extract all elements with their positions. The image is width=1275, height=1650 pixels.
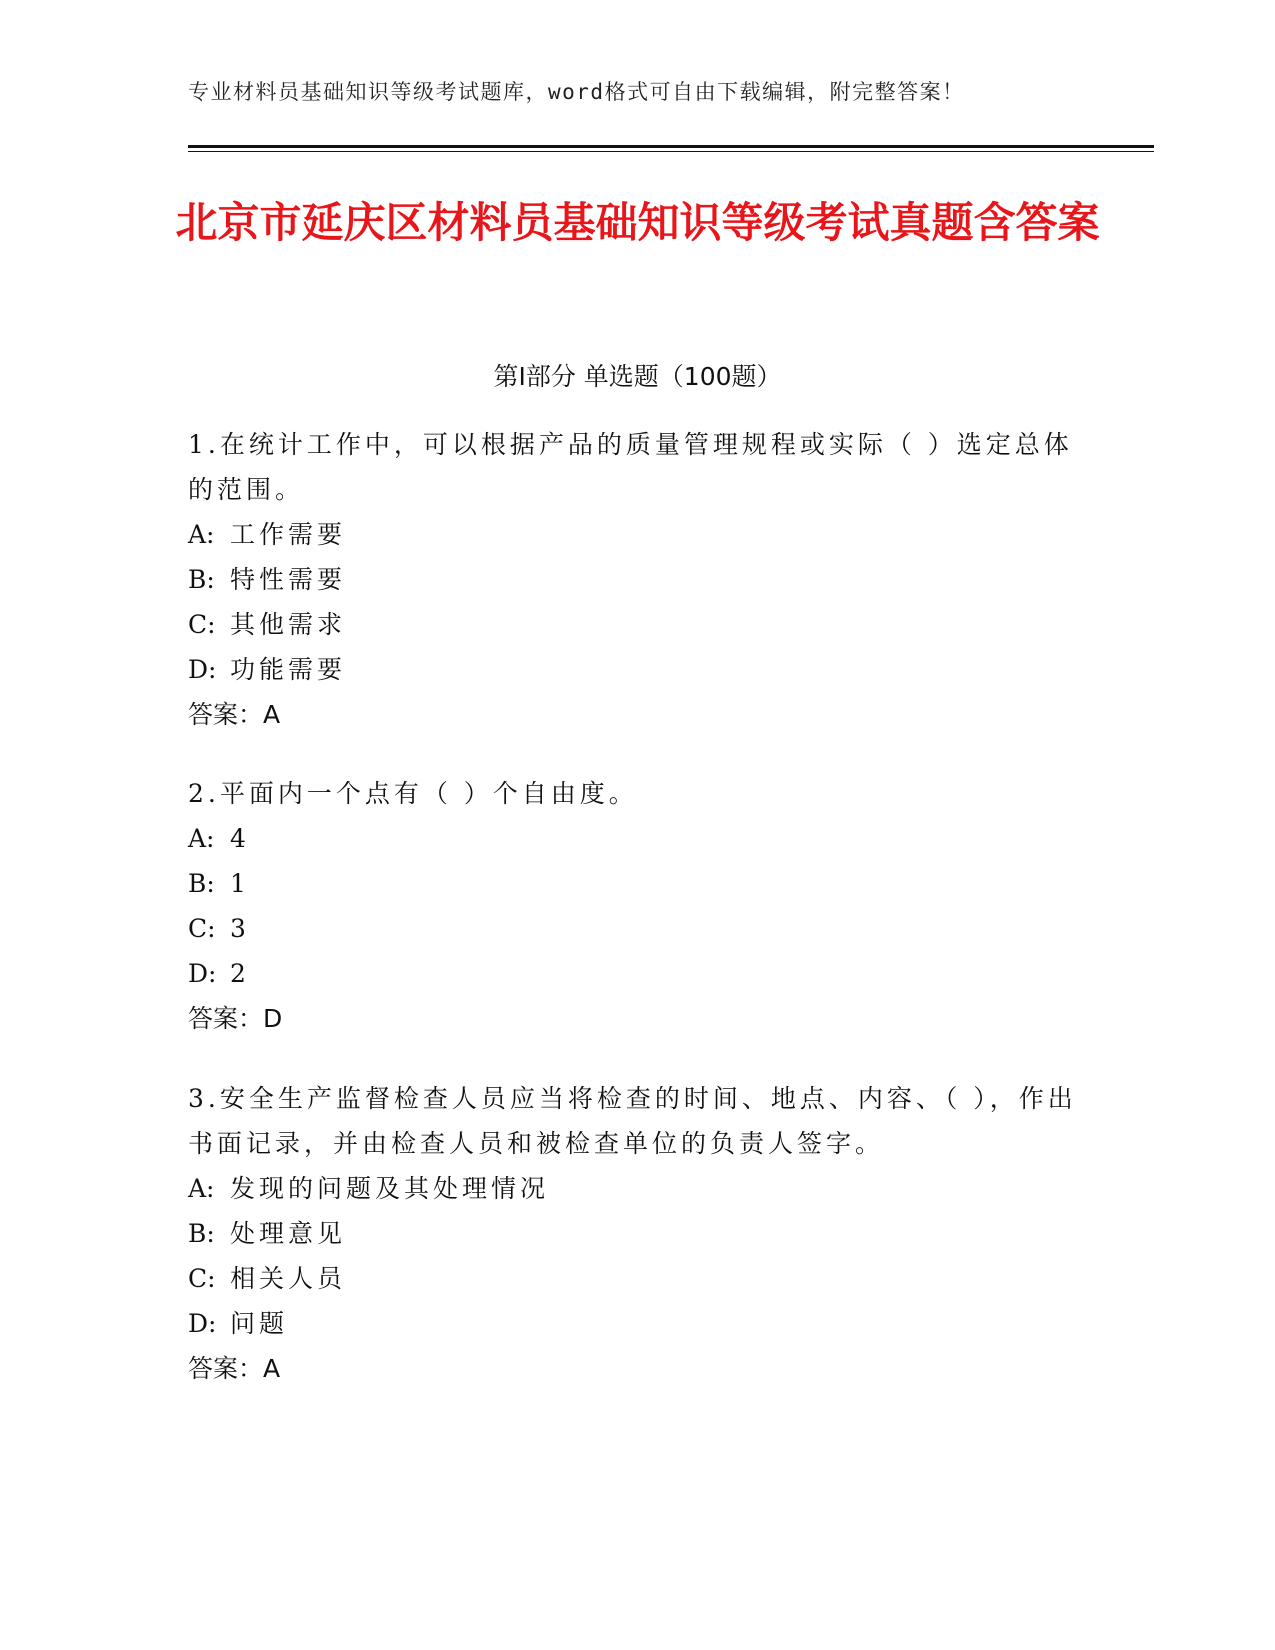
question-stem: 1.在统计工作中，可以根据产品的质量管理规程或实际（ ）选定总体的范围。 (188, 430, 1073, 504)
option-c (188, 602, 1078, 647)
option-d (188, 951, 1078, 996)
option-text: 2 (230, 959, 250, 988)
section-title: 第Ⅰ部分 单选题（100题） (493, 362, 782, 391)
option-c (188, 906, 1078, 951)
option-text: 发现的问题及其处理情况 (230, 1174, 550, 1203)
option-b (188, 557, 1078, 602)
option-b (188, 1211, 1078, 1256)
option-text: 其他需求 (230, 610, 347, 639)
question-stem: 2.平面内一个点有（ ）个自由度。 (188, 779, 638, 808)
option-key: D: (188, 1309, 217, 1338)
option-b (188, 861, 1078, 906)
question-1 (188, 422, 1078, 737)
option-text: 工作需要 (230, 520, 347, 549)
option-key: A: (188, 824, 215, 853)
option-text: 3 (230, 914, 250, 943)
option-text: 4 (230, 824, 250, 853)
option-key: C: (188, 1264, 216, 1293)
option-key: C: (188, 610, 216, 639)
question-stem: 3.安全生产监督检查人员应当将检查的时间、地点、内容、（ ），作出书面记录，并由检查人员和被检查单位的负责人签字。 (188, 1084, 1077, 1158)
option-text: 相关人员 (230, 1264, 347, 1293)
answer: 答案：A (188, 1354, 281, 1383)
option-key: B: (188, 565, 215, 594)
option-c (188, 1256, 1078, 1301)
document-title: 北京市延庆区材料员基础知识等级考试真题含答案 (175, 198, 1100, 247)
option-text: 功能需要 (230, 655, 347, 684)
option-text: 处理意见 (230, 1219, 347, 1248)
option-key: A: (188, 520, 215, 549)
option-a (188, 1166, 1078, 1211)
option-d (188, 647, 1078, 692)
option-key: D: (188, 959, 217, 988)
option-key: B: (188, 869, 215, 898)
answer: 答案：A (188, 700, 281, 729)
header-note: 专业材料员基础知识等级考试题库，word格式可自由下载编辑，附完整答案！ (188, 80, 965, 104)
answer: 答案：D (188, 1004, 283, 1033)
option-key: C: (188, 914, 216, 943)
option-text: 问题 (230, 1309, 289, 1338)
header-rule-thin (188, 151, 1154, 152)
option-key: A: (188, 1174, 215, 1203)
question-3 (188, 1076, 1078, 1391)
option-text: 特性需要 (230, 565, 347, 594)
option-a (188, 816, 1078, 861)
header-rule-thick (188, 145, 1154, 148)
option-text: 1 (230, 869, 250, 898)
question-2 (188, 771, 1078, 1041)
option-key: B: (188, 1219, 215, 1248)
option-key: D: (188, 655, 217, 684)
option-d (188, 1301, 1078, 1346)
option-a (188, 512, 1078, 557)
